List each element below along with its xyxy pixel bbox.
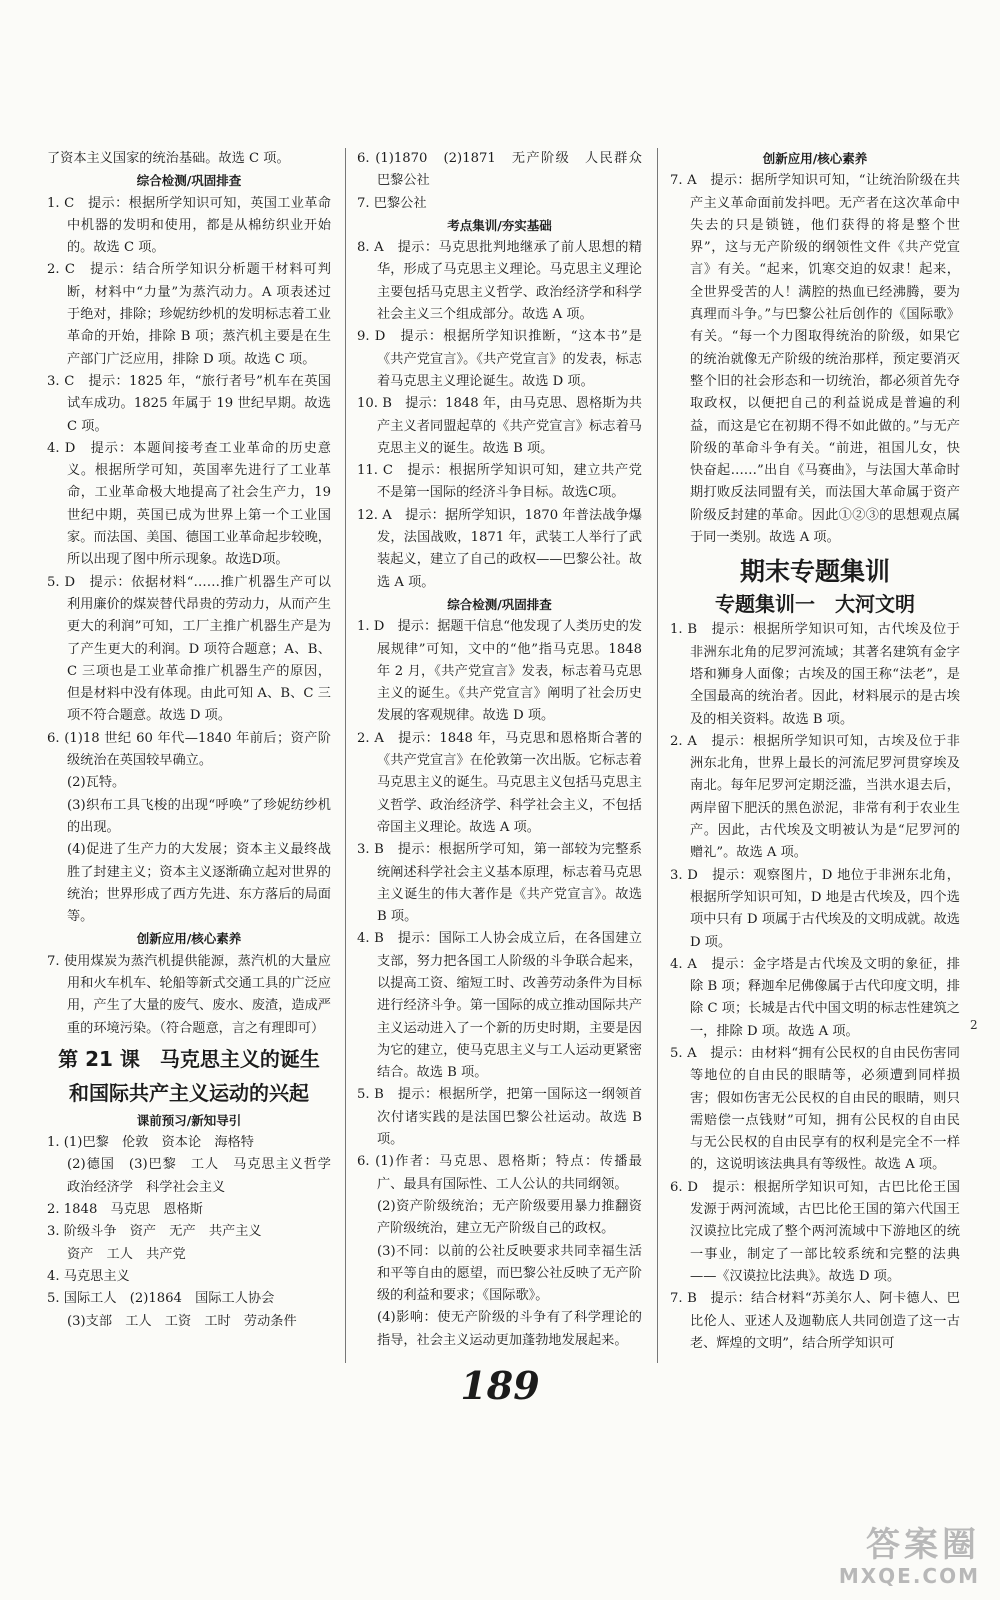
answer-item: 9. D 提示：根据所学知识推断，“这本书”是《共产党宣言》。《共产党宣言》的发表，标志着马克思主义理论诞生。故选 D 项。 [357,329,642,389]
answer-item: 8. A 提示：马克思批判地继承了前人思想的精华，形成了马克思主义理论。马克思主义理论主要包括马克思主义哲学、政治经济学和科学社会主义三个组成部分。故选 A 项。 [357,240,642,323]
answer-item: 2. 1848 马克思 恩格斯 [47,1202,203,1218]
lesson-title: 和国际共产主义运动的兴起 [69,1080,309,1105]
answer-subitem: (3)支部 工人 工资 工时 劳动条件 [67,1313,297,1329]
answer-item: 6. (1)18 世纪 60 年代—1840 年前后；资产阶级统治在英国较早确立。 [47,730,331,769]
page-number: 189 [460,1363,540,1408]
answer-item: 3. C 提示：1825 年，“旅行者号”机车在英国试车成功。1825 年属于 19 世纪早期。故选 C 项。 [47,373,331,434]
answer-item: 7. A 提示：据所学知识可知，“让统治阶级在共产主义革命面前发抖吧。无产者在这次革命中失去的只是锁链，他们获得的将是整个世界”，这与无产阶级的纲领性文件《共产党宣言》有关。“起来，饥寒交迫的奴隶！起来，全世界受苦的人！满腔的热血已经沸腾，要为真理而斗争。”与巴黎公社后创作的《国际歌》有关。“每一个力图取得统治的阶级，如果它的统治就像无产阶级的统治那样，预定要消灭整个旧的社会形态和一切统治，都必须首先夺取政权，以便把自己的利益说成是普遍的利益，而这是它在初期不得不如此做的。”与无产阶级的革命斗争有关。“前进，祖国儿女，快快奋起……”出自《马赛曲》，与法国大革命时期打败反法同盟有关，而法国大革命属于资产阶级反封建的革命。因此①②③的思想观点属于同一类别。故选 A 项。 [670,173,960,546]
answer-text: 了资本主义国家的统治基础。故选 C 项。 [47,151,290,166]
answer-subitem: (4)促进了生产力的大发展；资本主义最终战胜了封建主义；资本主义逐渐确立起对世界的统治；世界形成了西方先进、东方落后的局面等。 [67,842,331,925]
watermark-url: MXQE.COM [838,1564,980,1588]
answer-item: 7. 巴黎公社 [357,195,427,211]
answer-item: 4. B 提示：国际工人协会成立后，在各国建立支部，努力把各国工人阶级的斗争联合起来，以提高工资、缩短工时、改善劳动条件为目标进行经济斗争。第一国际的成立推动国际共产主义运动进入了一个新的历史时期，主要是因为它的建立，使马克思主义与工人运动更紧密结合。故选 B 项。 [357,931,642,1081]
answer-item: 5. D 提示：依据材料“……推广机器生产可以利用廉价的煤炭替代昂贵的劳动力，从而产生更大的利润”可知，工厂主推广机器生产是为了产生更大的利润。D 项符合题意；A、B、C 三项也是工业革命推广机器生产的原因，但是材料中没有体现。由此可知 A、B、C 三项不符合题意。故选 D 项。 [47,574,331,724]
answer-item: 2. A 提示：1848 年，马克思和恩格斯合著的《共产党宣言》在伦敦第一次出版。它标志着马克思主义的诞生。马克思主义包括马克思主义哲学、政治经济学、科学社会主义，不包括帝国主义理论。故选 A 项。 [357,730,642,835]
final-review-title: 期末专题集训 [739,557,890,587]
answer-item: 2. A 提示：根据所学知识可知，古埃及位于非洲东北角，世界上最长的河流尼罗河贯穿埃及南北。每年尼罗河定期泛滥，当洪水退去后，两岸留下肥沃的黑色淤泥，非常有利于农业生产。因此，古代埃及文明被认为是“尼罗河的赠礼”。故选 A 项。 [670,733,960,861]
page-edge-mark: 2 [970,1018,978,1032]
watermark-logo-text: 答案圈 [866,1525,980,1565]
answer-item: 7. 使用煤炭为蒸汽机提供能源，蒸汽机的大量应用和火车机车、轮船等新式交通工具的广泛应用，产生了大量的废气、废水、废渣，造成严重的环境污染。（符合题意，言之有理即可） [47,953,331,1036]
answer-item: 5. A 提示：由材料“拥有公民权的自由民伤害同等地位的自由民的眼睛等，必须遭到同样损害；假如伤害无公民权的自由民的眼睛，则只需赔偿一点钱财”可知，拥有公民权的自由民与无公民权的自由民享有的权利是完全不一样的，这说明该法典具有等级性。故选 A 项。 [670,1045,960,1173]
answer-subitem: (3)织布工具飞梭的出现“呼唤”了珍妮纺纱机的出现。 [67,797,331,835]
answer-item: 6. D 提示：根据所学知识可知，古巴比伦王国发源于两河流域，古巴比伦王国的第六代国王汉谟拉比完成了整个两河流域中下游地区的统一事业，制定了一部比较系统和完整的法典——《汉谟拉比法典》。故选 D 项。 [670,1179,960,1284]
answer-item: 5. B 提示：根据所学，把第一国际这一纲领首次付诸实践的是法国巴黎公社运动。故选 B 项。 [357,1087,642,1148]
answer-item: 3. D 提示：观察图片，D 地位于非洲东北角，根据所学知识可知，D 地是古代埃及，四个选项中只有 D 项属于古代埃及的文明成就。故选 D 项。 [670,867,960,950]
section-heading: 综合检测/巩固排查 [136,173,242,189]
answer-item: 11. C 提示：根据所学知识可知，建立共产党不是第一国际的经济斗争目标。故选C项。 [357,463,642,501]
site-watermark [839,1526,980,1588]
answer-item: 12. A 提示：据所学知识，1870 年普法战争爆发，法国战败，1871 年，武装工人举行了武装起义，建立了自己的政权——巴黎公社。故选 A 项。 [357,507,642,590]
section-heading: 课前预习/新知导引 [136,1112,242,1128]
column-divider-right [657,148,658,1363]
answer-item: 6. (1)作者：马克思、恩格斯；特点：传播最广、最具有国际性、工人公认的共同纲领。 [357,1154,642,1192]
topic-title: 专题集训一 大河文明 [715,592,915,617]
answer-subitem: (4)影响：使无产阶级的斗争有了科学理论的指导，社会主义运动更加蓬勃地发展起来。 [377,1310,642,1348]
answer-item: 4. 马克思主义 [47,1268,130,1284]
section-heading: 创新应用/核心素养 [136,931,242,947]
answer-item: 2. C 提示：结合所学知识分析题干材料可判断，材料中“力量”为蒸汽动力。A 项表述过于绝对，排除；珍妮纺纱机的发明标志着工业革命的开始，排除 B 项；蒸汽机主要是在生产部门广泛应用，排除 D 项。故选 C 项。 [47,262,331,367]
answer-item: 7. B 提示：结合材料“苏美尔人、阿卡德人、巴比伦人、亚述人及迦勒底人共同创造了这一古老、辉煌的文明”，结合所学知识可 [670,1291,960,1351]
answer-subitem: (2)瓦特。 [67,775,126,791]
left-column [47,148,345,1333]
answer-subitem: (3)不同：以前的公社反映要求共同幸福生活和平等自由的愿望，而巴黎公社反映了无产阶级的利益和要求；《国际歌》。 [377,1243,642,1304]
lesson-title: 第 21 课 马克思主义的诞生 [58,1046,320,1071]
section-heading: 创新应用/核心素养 [762,151,868,166]
answer-item: 6. (1)1870 (2)1871 无产阶级 人民群众 巴黎公社 [357,151,656,189]
answer-item: 10. B 提示：1848 年，由马克思、恩格斯为共产主义者同盟起草的《共产党宣言》标志着马克思主义的诞生。故选 B 项。 [357,396,642,456]
answer-item: 3. 阶级斗争 资产 无产 共产主义 [47,1224,262,1240]
section-heading: 综合检测/巩固排查 [447,596,552,612]
answer-subitem: (2)德国 (3)巴黎 工人 马克思主义哲学 政治经济学 科学社会主义 [67,1157,345,1195]
right-column [670,148,960,1355]
answer-item: 1. D 提示：据题干信息“他发现了人类历史的发展规律”可知，文中的“他”指马克思。1848 年 2 月，《共产党宣言》发表，标志着马克思主义的诞生。《共产党宣言》阐明了社会历史发展的客观规律。故选 D 项。 [357,619,642,724]
answer-item: 4. D 提示：本题间接考查工业革命的历史意义。根据所学可知，英国率先进行了工业革命，工业革命极大地提高了社会生产力，19 世纪中期，英国已成为世界上第一个工业国家。而法国、美国、德国工业革命起步较晚，所以出现了图中所示现象。故选D项。 [47,440,331,568]
answer-item: 1. B 提示：根据所学知识可知，古代埃及位于非洲东北角的尼罗河流域；其著名建筑有金字塔和狮身人面像；古埃及的国王称“法老”，是全国最高的统治者。因此，材料展示的是古埃及的相关资料。故选 B 项。 [670,622,960,727]
answer-subitem: (2)资产阶级统治；无产阶级要用暴力推翻资产阶级统治，建立无产阶级自己的政权。 [377,1198,642,1237]
answer-subitem: 资产 工人 共产党 [67,1246,186,1262]
section-heading: 考点集训/夯实基础 [447,217,552,233]
answer-item: 3. B 提示：根据所学可知，第一部较为完整系统阐述科学社会主义基本原理，标志着马克思主义诞生的伟大著作是《共产党宣言》。故选 B 项。 [357,842,642,925]
column-divider-left [345,148,346,1363]
answer-item: 1. C 提示：根据所学知识可知，英国工业革命中机器的发明和使用，都是从棉纺织业开始的。故选 C 项。 [47,195,331,256]
answer-item: 5. 国际工人 (2)1864 国际工人协会 [47,1291,275,1307]
answer-item: 4. A 提示：金字塔是古代埃及文明的象征，排除 B 项；释迦牟尼佛像属于古代印度文明，排除 C 项；长城是古代中国文明的标志性建筑之一，排除 D 项。故选 A 项。 [670,956,960,1039]
answer-item: 1. (1)巴黎 伦敦 资本论 海格特 [47,1135,254,1151]
middle-column [357,148,656,1352]
